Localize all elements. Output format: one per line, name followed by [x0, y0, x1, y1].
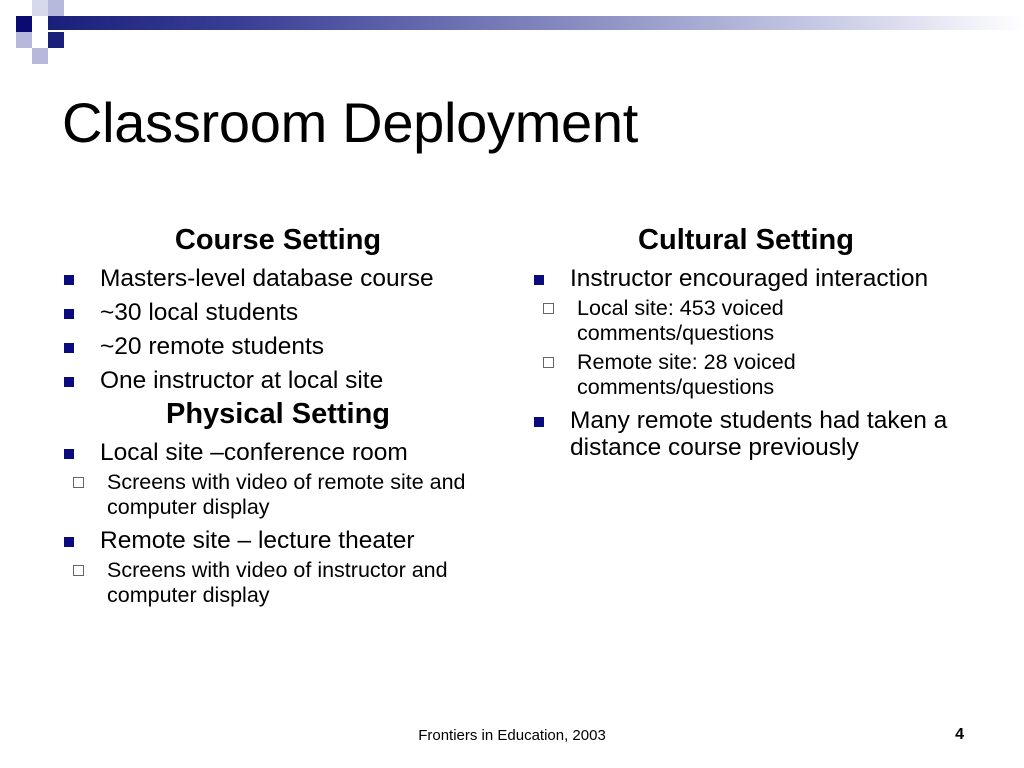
list-item: [62, 299, 494, 326]
cultural-setting-heading: Cultural Setting: [638, 224, 854, 256]
square-bullet-icon: [534, 275, 544, 285]
header-gradient-bar: [48, 16, 1024, 30]
physical-setting-list: [62, 439, 494, 608]
physical-setting-heading: Physical Setting: [165, 398, 390, 430]
hollow-square-bullet-icon: [73, 565, 84, 576]
sub-list-item-text: Screens with video of instructor and computer display: [107, 558, 448, 607]
list-item-text: Instructor encouraged interaction: [570, 265, 929, 292]
header-square: [32, 48, 48, 64]
sub-list-item-text: Screens with video of remote site and computer display: [107, 470, 466, 519]
list-item-text: Remote site – lecture theater: [100, 527, 415, 554]
list-item-text: Local site –conference room: [100, 439, 408, 466]
square-bullet-icon: [534, 417, 544, 427]
list-item: [532, 265, 960, 292]
header-square: [48, 32, 64, 48]
page-number: 4: [955, 726, 964, 743]
square-bullet-icon: [64, 537, 74, 547]
square-bullet-icon: [64, 377, 74, 387]
list-item: [62, 367, 494, 394]
list-item: [62, 439, 494, 466]
hollow-square-bullet-icon: [543, 303, 554, 314]
square-bullet-icon: [64, 343, 74, 353]
list-item: [62, 527, 494, 554]
sub-list-item: [62, 470, 494, 520]
sub-list-item-text: Local site: 453 voiced comments/questions: [577, 296, 784, 345]
list-item-text: Many remote students had taken a distance course previously: [570, 407, 948, 461]
hollow-square-bullet-icon: [543, 357, 554, 368]
header-square: [48, 0, 64, 16]
course-setting-heading: Course Setting: [174, 224, 382, 256]
course-setting-list: [62, 265, 494, 394]
list-item-text: One instructor at local site: [100, 367, 384, 394]
cultural-setting-list: [532, 265, 960, 461]
square-bullet-icon: [64, 309, 74, 319]
list-item-text: ~20 remote students: [100, 333, 325, 360]
sub-list-item: [532, 350, 960, 400]
list-item: [532, 407, 960, 461]
square-bullet-icon: [64, 275, 74, 285]
left-column: [62, 222, 494, 608]
header-square: [32, 0, 48, 16]
slide-footer: Frontiers in Education, 2003: [418, 727, 606, 744]
square-bullet-icon: [64, 449, 74, 459]
header-square: [16, 32, 32, 48]
list-item: [62, 333, 494, 360]
slide-title: Classroom Deployment: [62, 91, 638, 154]
header-square: [32, 16, 48, 32]
right-column: [532, 222, 960, 461]
list-item-text: ~30 local students: [100, 299, 299, 326]
hollow-square-bullet-icon: [73, 477, 84, 488]
header-square: [16, 16, 32, 32]
sub-list-item-text: Remote site: 28 voiced comments/questions: [577, 350, 796, 399]
list-item-text: Masters-level database course: [100, 265, 434, 292]
sub-list-item: [532, 296, 960, 346]
sub-list-item: [62, 558, 494, 608]
list-item: [62, 265, 494, 292]
